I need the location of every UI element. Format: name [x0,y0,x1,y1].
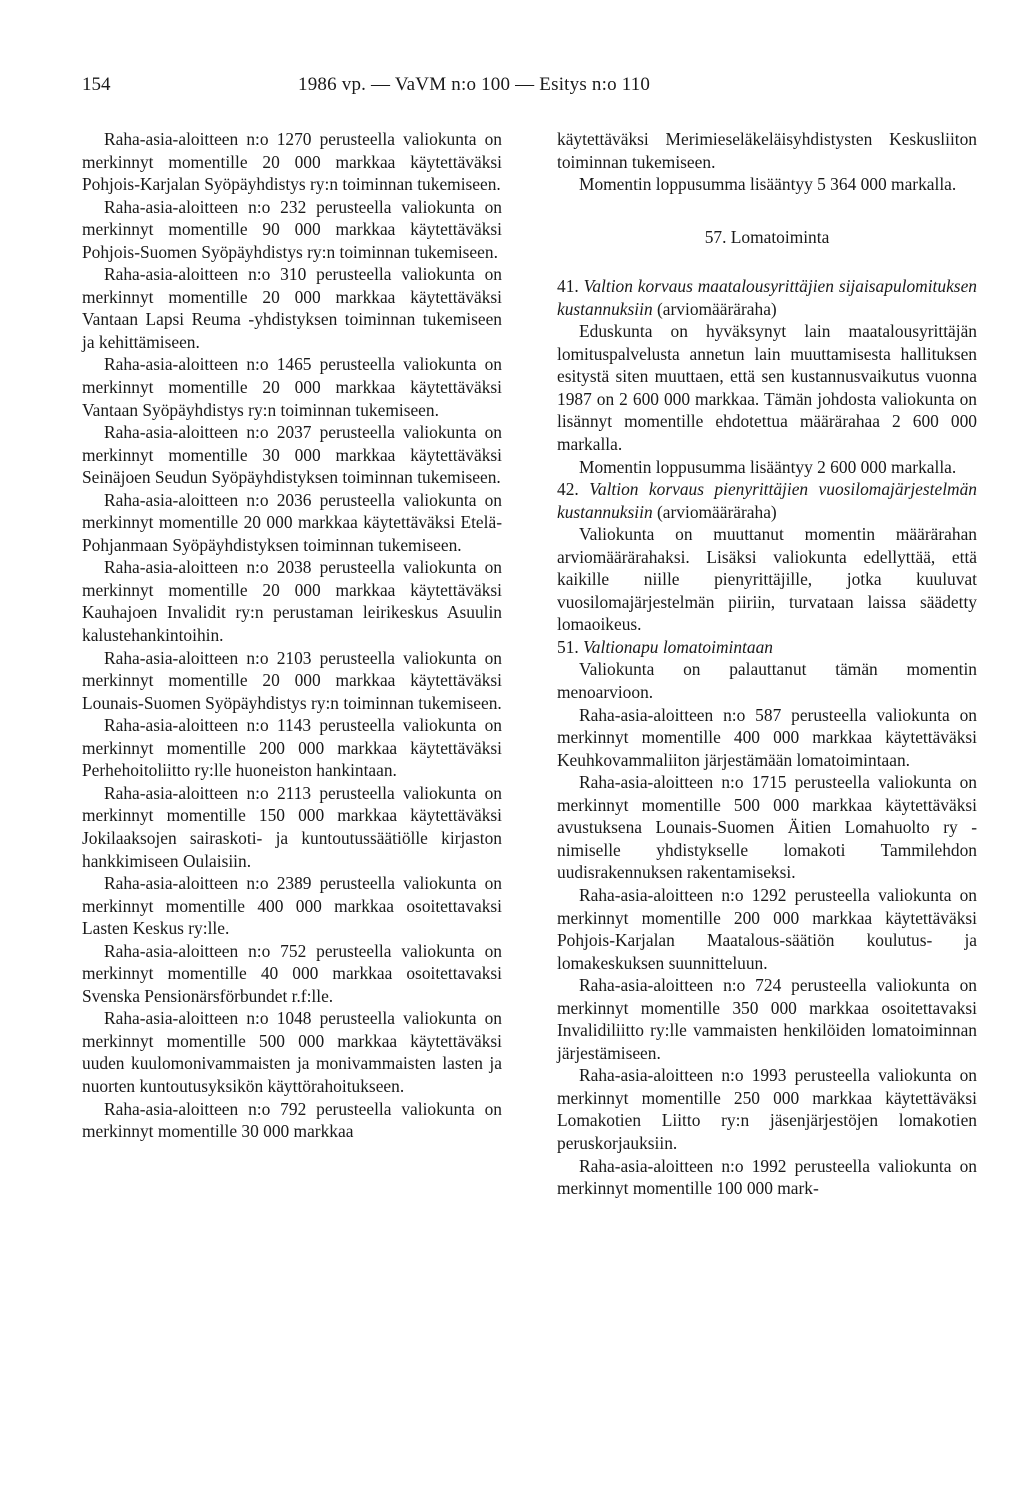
item-title: Valtion korvaus maatalousyrittäjien sijaisapulomituksen kustannuksiin [557,276,977,319]
paragraph: Raha-asia-aloitteen n:o 2036 perusteella valiokunta on merkinnyt momentille 20 000 markkaa käytettäväksi Etelä-Pohjanmaan Syöpäyhdistyksen toiminnan tukemiseen. [82,489,502,555]
paragraph: Raha-asia-aloitteen n:o 310 perusteella valiokunta on merkinnyt momentille 20 000 markkaa käytettäväksi Vantaan Lapsi Reuma -yhdistyksen toiminnan tukemiseen ja kehittämiseen. [82,264,502,352]
paragraph: Eduskunta on hyväksynyt lain maatalousyrittäjän lomituspalvelusta annetun lain muuttamisesta hallituksen esitystä siten muuttaen, että sen kustannusvaikutus vuonna 1987 on 2 600 000 markkaa. Tämän johdosta valiokunta on lisännyt momentille ehdotettua määrärahaa 2 600 000 markalla. [557,321,977,455]
item-suffix: (arviomääräraha) [657,298,777,319]
item-number: 41. [557,276,579,297]
paragraph: Valiokunta on palauttanut tämän momentin menoarvioon. [557,659,977,703]
paragraph: Raha-asia-aloitteen n:o 1465 perusteella valiokunta on merkinnyt momentille 20 000 markkaa käytettäväksi Vantaan Syöpäyhdistys ry:n toiminnan tukemiseen. [82,354,502,420]
item-heading-41 [557,275,977,320]
paragraph: Raha-asia-aloitteen n:o 2113 perusteella valiokunta on merkinnyt momentille 150 000 markkaa käytettäväksi Jokilaaksojen sairaskoti- ja kuntoutussäätiölle kirjaston hankkimiseen Oulaisiin. [82,782,502,871]
paragraph: Raha-asia-aloitteen n:o 1993 perusteella valiokunta on merkinnyt momentille 250 000 markkaa käytettäväksi Lomakotien Liitto ry:n jäsenjärjestöjen lomakotien peruskorjauksiin. [557,1065,977,1153]
paragraph: Raha-asia-aloitteen n:o 2389 perusteella valiokunta on merkinnyt momentille 400 000 markkaa osoitettavaksi Lasten Keskus ry:lle. [82,873,502,939]
item-heading-51 [557,636,977,659]
item-title: Valtionapu lomatoimintaan [583,636,773,657]
paragraph: Raha-asia-aloitteen n:o 1992 perusteella valiokunta on merkinnyt momentille 100 000 mark- [557,1155,977,1199]
item-title: Valtion korvaus pienyrittäjien vuosilomajärjestelmän kustannuksiin [557,479,977,522]
left-column [82,128,502,1143]
section-heading: 57. Lomatoiminta [704,226,830,247]
item-number: 51. [557,636,579,657]
paragraph: Raha-asia-aloitteen n:o 1270 perusteella valiokunta on merkinnyt momentille 20 000 markkaa käytettäväksi Pohjois-Karjalan Syöpäyhdistys ry:n toiminnan tukemiseen. [82,129,502,195]
paragraph: Raha-asia-aloitteen n:o 2038 perusteella valiokunta on merkinnyt momentille 20 000 markkaa käytettäväksi Kauhajoen Invalidit ry:n perustaman leirikeskus Asuulin kalustehankintoihin. [82,557,502,646]
paragraph: Raha-asia-aloitteen n:o 587 perusteella valiokunta on merkinnyt momentille 400 000 markkaa käytettäväksi Keuhkovammaliiton järjestämään lomatoimintaan. [557,704,977,770]
right-column [557,128,977,1200]
paragraph: Raha-asia-aloitteen n:o 1715 perusteella valiokunta on merkinnyt momentille 500 000 markkaa käytettäväksi avustuksena Lounais-Suomen Äitien Lomahuolto ry -nimiselle yhdistykselle lomakoti Tammilehdon uudisrakennuksen rakentamiseksi. [557,772,977,883]
item-suffix: (arviomääräraha) [657,501,777,522]
paragraph: Raha-asia-aloitteen n:o 724 perusteella valiokunta on merkinnyt momentille 350 000 markkaa osoitettavaksi Invalidiliitto ry:lle vammaisten henkilöiden lomatoiminnan järjestämiseen. [557,975,977,1063]
paragraph: Raha-asia-aloitteen n:o 1292 perusteella valiokunta on merkinnyt momentille 200 000 markkaa käytettäväksi Pohjois-Karjalan Maatalous-säätiön koulutus- ja lomakeskuksen suunnitteluun. [557,884,977,973]
running-head: 1986 vp. — VaVM n:o 100 — Esitys n:o 110 [298,74,651,95]
total-paragraph: Momentin loppusumma lisääntyy 5 364 000 markalla. [579,174,957,195]
paragraph: Raha-asia-aloitteen n:o 2037 perusteella valiokunta on merkinnyt momentille 30 000 markkaa käytettäväksi Seinäjoen Seudun Syöpäyhdistyksen toiminnan tukemiseen. [82,422,502,488]
paragraph: Raha-asia-aloitteen n:o 1143 perusteella valiokunta on merkinnyt momentille 200 000 markkaa käytettäväksi Perhehoitoliitto ry:lle huoneiston hankintaan. [82,715,502,781]
paragraph: Raha-asia-aloitteen n:o 2103 perusteella valiokunta on merkinnyt momentille 20 000 markkaa käytettäväksi Lounais-Suomen Syöpäyhdistys ry:n toiminnan tukemiseen. [82,647,502,713]
paragraph: Raha-asia-aloitteen n:o 792 perusteella valiokunta on merkinnyt momentille 30 000 markkaa [82,1098,502,1142]
continuation-paragraph: käytettäväksi Merimieseläkeläisyhdistysten Keskusliiton toiminnan tukemiseen. [557,129,977,172]
item-number: 42. [557,479,579,500]
page-number: 154 [82,74,111,95]
paragraph: Raha-asia-aloitteen n:o 232 perusteella valiokunta on merkinnyt momentille 90 000 markkaa käytettäväksi Pohjois-Suomen Syöpäyhdistys ry:n toiminnan tukemiseen. [82,196,502,262]
paragraph: Raha-asia-aloitteen n:o 1048 perusteella valiokunta on merkinnyt momentille 500 000 markkaa käytettäväksi uuden kuulomonivammaisten ja monivammaisten lasten ja nuorten kuntoutusyksikön käyttörahoitukseen. [82,1008,502,1096]
paragraph: Valiokunta on muuttanut momentin määrärahan arviomäärärahaksi. Lisäksi valiokunta edellyttää, että kaikille niille pienyrittäjille, jotka kuuluvat vuosilomajärjestelmän piiriin, turvataan laissa säädetty lomaoikeus. [557,524,977,635]
paragraph: Raha-asia-aloitteen n:o 752 perusteella valiokunta on merkinnyt momentille 40 000 markkaa osoitettavaksi Svenska Pensionärsförbundet r.f:lle. [82,940,502,1006]
item-heading-42 [557,478,977,523]
total-paragraph: Momentin loppusumma lisääntyy 2 600 000 markalla. [579,456,957,477]
